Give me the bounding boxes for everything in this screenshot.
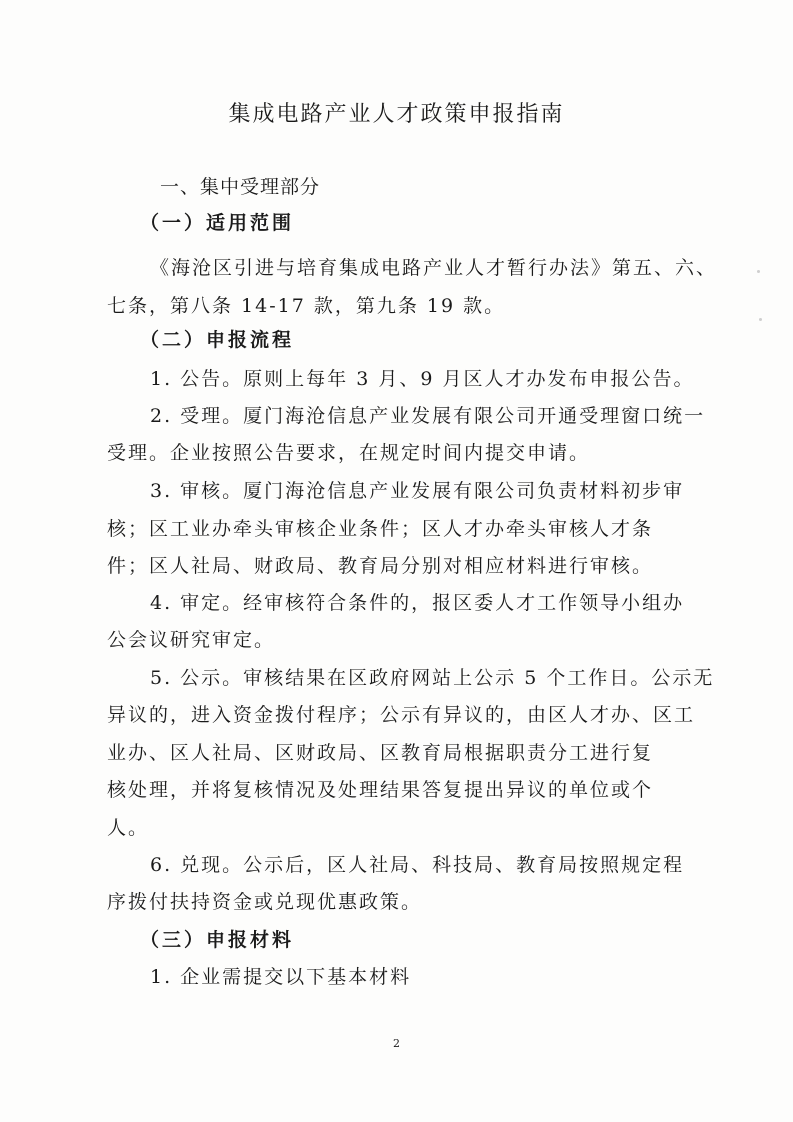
scan-speck <box>757 270 760 273</box>
process-step-5-line-3: 业办、区人社局、区财政局、区教育局根据职责分工进行复 <box>107 742 654 764</box>
process-step-3-line-2: 核；区工业办牵头审核企业条件；区人才办牵头审核人才条 <box>107 518 654 540</box>
process-step-5-line-5: 人。 <box>107 817 150 839</box>
process-step-6-line-2: 序拨付扶持资金或兑现优惠政策。 <box>107 891 423 913</box>
page-number: 2 <box>393 1037 400 1050</box>
section-heading-1: 一、集中受理部分 <box>160 176 321 198</box>
subsection-heading-materials: （三）申报材料 <box>140 929 295 951</box>
scope-paragraph-line-2: 七条，第八条 14-17 款，第九条 19 款。 <box>107 295 506 317</box>
subsection-heading-scope: （一）适用范围 <box>140 212 295 234</box>
process-step-3-line-1: 3. 审核。厦门海沧信息产业发展有限公司负责材料初步审 <box>150 480 685 502</box>
scope-paragraph-line-1: 《海沧区引进与培育集成电路产业人才暂行办法》第五、六、 <box>150 257 718 279</box>
process-step-2-line-2: 受理。企业按照公告要求，在规定时间内提交申请。 <box>107 442 591 464</box>
process-step-4-line-1: 4. 审定。经审核符合条件的，报区委人才工作领导小组办 <box>150 592 685 614</box>
scan-speck <box>759 318 762 321</box>
materials-item-1: 1. 企业需提交以下基本材料 <box>150 966 412 988</box>
process-step-4-line-2: 公会议研究审定。 <box>107 629 276 651</box>
process-step-5-line-4: 核处理，并将复核情况及处理结果答复提出异议的单位或个 <box>107 779 654 801</box>
process-step-5-line-2: 异议的，进入资金拨付程序；公示有异议的，由区人才办、区工 <box>107 704 696 726</box>
process-step-6-line-1: 6. 兑现。公示后，区人社局、科技局、教育局按照规定程 <box>150 854 685 876</box>
process-step-5-line-1: 5. 公示。审核结果在区政府网站上公示 5 个工作日。公示无 <box>150 667 715 689</box>
subsection-heading-process: （二）申报流程 <box>140 329 295 351</box>
process-step-1: 1. 公告。原则上每年 3 月、9 月区人才办发布申报公告。 <box>150 368 695 390</box>
process-step-2-line-1: 2. 受理。厦门海沧信息产业发展有限公司开通受理窗口统一 <box>150 405 706 427</box>
document-title: 集成电路产业人才政策申报指南 <box>228 102 565 127</box>
process-step-3-line-3: 件；区人社局、财政局、教育局分别对相应材料进行审核。 <box>107 555 654 577</box>
